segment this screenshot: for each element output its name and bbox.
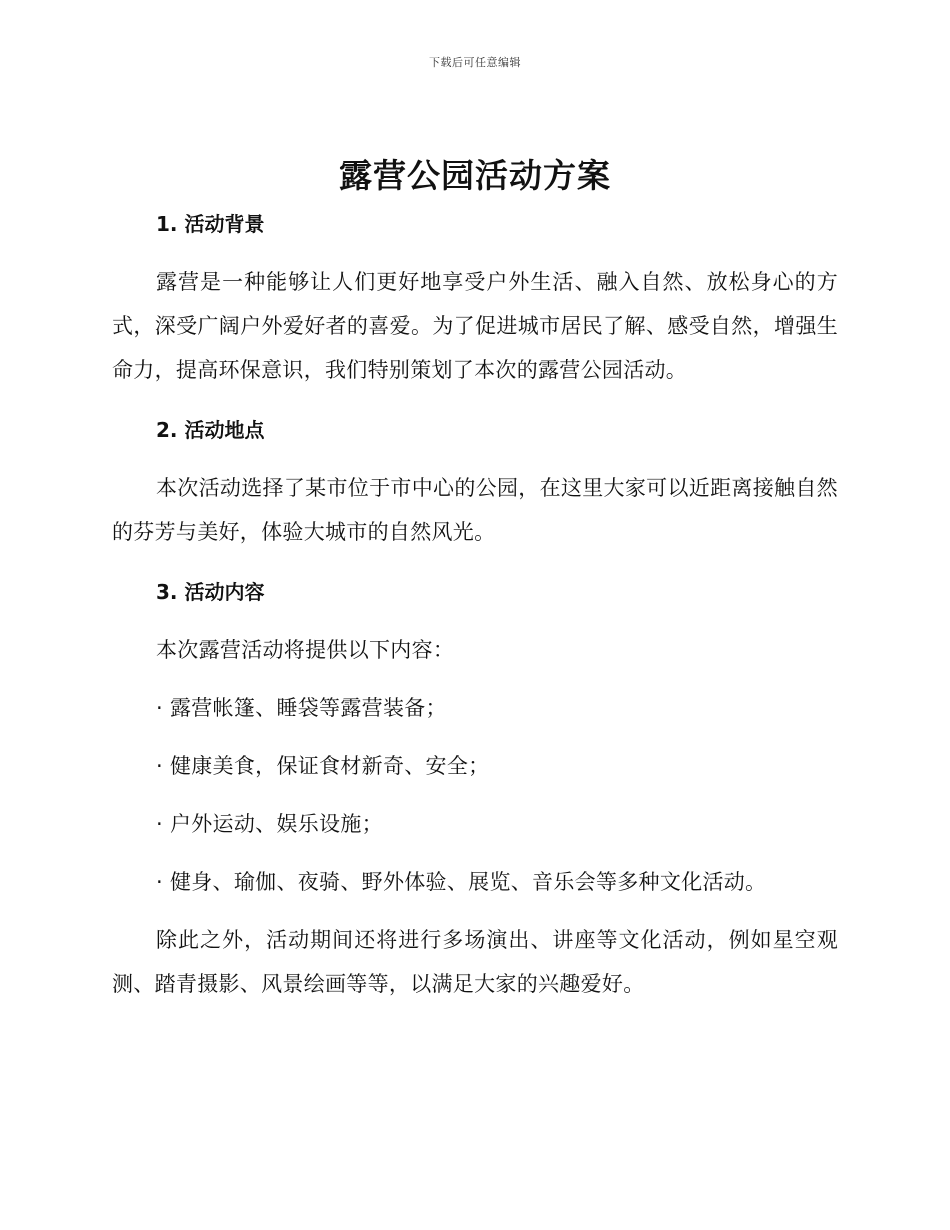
section-heading-content: 3. 活动内容 [156,580,265,604]
header-note: 下载后可任意编辑 [429,56,521,69]
list-item: · 户外运动、娱乐设施； [156,812,383,836]
section-heading-background: 1. 活动背景 [156,212,265,236]
list-item: · 露营帐篷、睡袋等露营装备； [156,696,447,720]
list-item: · 健康美食，保证食材新奇、安全； [156,754,490,778]
document-title: 露营公园活动方案 [339,156,611,195]
list-item: · 健身、瑜伽、夜骑、野外体验、展览、音乐会等多种文化活动。 [156,870,767,894]
paragraph-location: 本次活动选择了某市位于市中心的公园，在这里大家可以近距离接触自然的芬芳与美好，体验大城市的自然风光。 [112,476,838,544]
paragraph-background: 露营是一种能够让人们更好地享受户外生活、融入自然、放松身心的方式，深受广阔户外爱好者的喜爱。为了促进城市居民了解、感受自然，增强生命力，提高环保意识，我们特别策划了本次的露营公园活动。 [112,270,838,382]
paragraph-content-closing: 除此之外，活动期间还将进行多场演出、讲座等文化活动，例如星空观测、踏青摄影、风景绘画等等，以满足大家的兴趣爱好。 [112,928,838,996]
section-heading-location: 2. 活动地点 [156,418,265,442]
paragraph-content-intro: 本次露营活动将提供以下内容： [156,638,455,662]
document-body [112,202,838,1006]
